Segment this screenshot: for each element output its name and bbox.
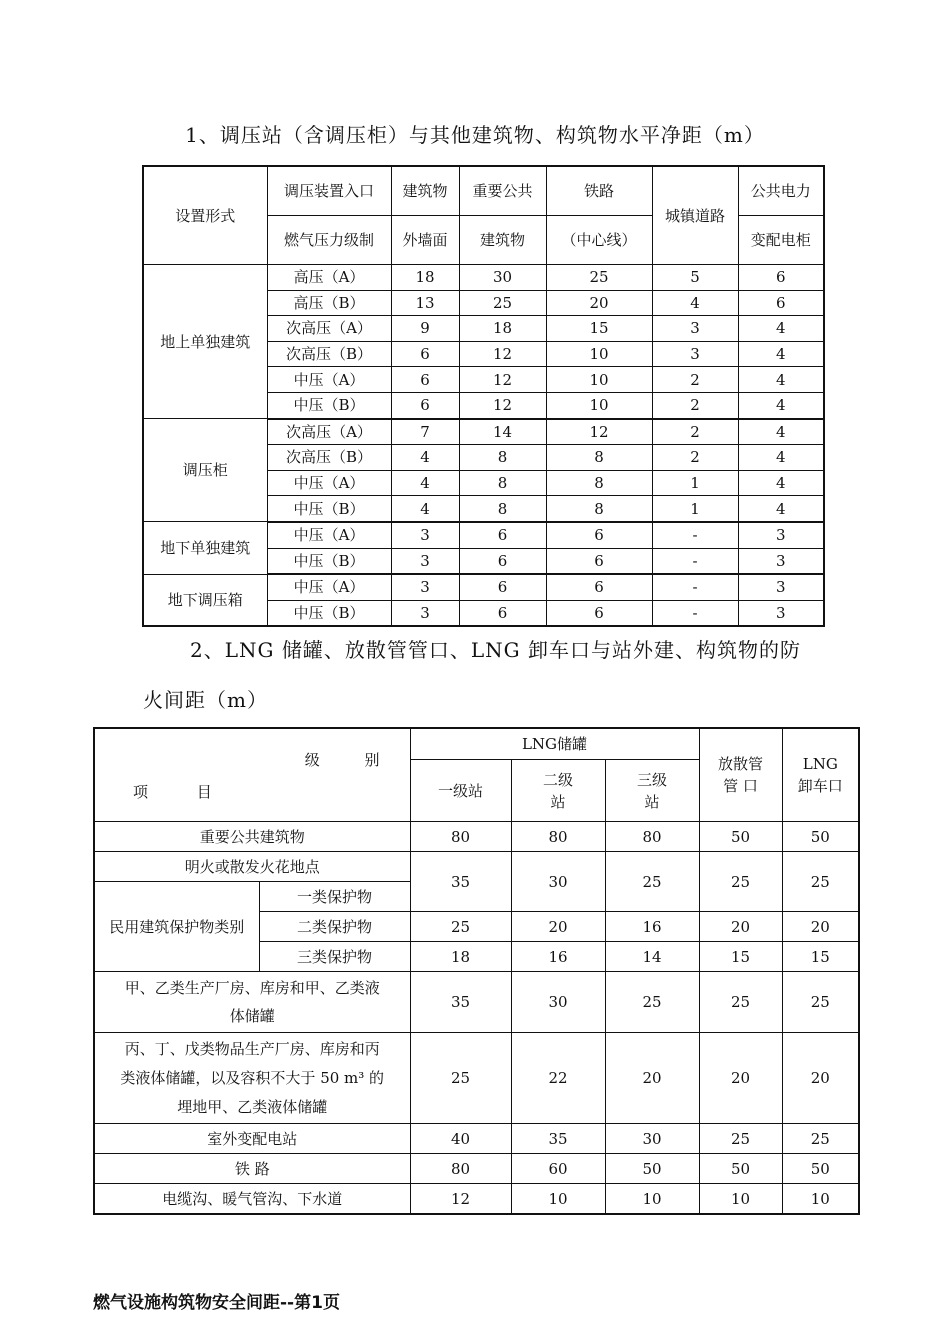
value-cell: 4: [391, 496, 459, 522]
value-cell: 25: [459, 290, 546, 316]
value-cell: 6: [391, 341, 459, 367]
group-label: 地下调压箱: [143, 574, 267, 626]
table-row: 民用建筑保护物类别 一类保护物: [94, 882, 859, 912]
value-cell: 6: [546, 522, 652, 548]
value-cell: 20: [546, 290, 652, 316]
value-cell: 6: [459, 548, 546, 574]
value-cell: 8: [546, 470, 652, 496]
value-cell: 4: [738, 316, 824, 342]
value-cell: 3: [738, 522, 824, 548]
value-cell: -: [652, 574, 738, 600]
pressure-level-cell: 次高压（A）: [267, 419, 391, 445]
value-cell: 4: [391, 470, 459, 496]
value-cell: 8: [546, 445, 652, 471]
pressure-level-cell: 次高压（A）: [267, 316, 391, 342]
value-cell: 1: [652, 470, 738, 496]
value-cell: 6: [738, 265, 824, 291]
group-label: 地上单独建筑: [143, 265, 267, 419]
header-road: 城镇道路: [652, 166, 738, 265]
value-cell: 4: [652, 290, 738, 316]
value-cell: 10: [546, 367, 652, 393]
value-cell: 3: [738, 548, 824, 574]
value-cell: 30: [459, 265, 546, 291]
pressure-level-cell: 中压（A）: [267, 522, 391, 548]
value-cell: 14: [459, 419, 546, 445]
table1-title: 1、调压站（含调压柜）与其他建筑物、构筑物水平净距（m）: [185, 123, 765, 147]
value-cell: 10: [546, 341, 652, 367]
header-vent: 放散管 管 口: [699, 728, 782, 822]
table2-title-line2: 火间距（m）: [143, 688, 268, 712]
value-cell: 13: [391, 290, 459, 316]
pressure-level-cell: 高压（A）: [267, 265, 391, 291]
value-cell: 4: [738, 419, 824, 445]
header-item: 项 目: [133, 783, 234, 801]
value-cell: 4: [738, 392, 824, 418]
value-cell: 7: [391, 419, 459, 445]
table-row: 重要公共建筑物 80 80 80 50 50: [94, 822, 859, 852]
pressure-level-cell: 中压（B）: [267, 392, 391, 418]
value-cell: 3: [738, 600, 824, 626]
value-cell: 12: [459, 341, 546, 367]
table-row: 甲、乙类生产厂房、库房和甲、乙类液 体储罐 35 30 25 25 25: [94, 972, 859, 1033]
table-row: 丙、丁、戊类物品生产厂房、库房和丙 类液体储罐，以及容积不大于 50 m³ 的 埋地甲、乙类液体储罐 25 22 20 20 20: [94, 1033, 859, 1124]
pressure-level-cell: 中压（B）: [267, 600, 391, 626]
value-cell: 6: [546, 574, 652, 600]
value-cell: 6: [391, 367, 459, 393]
value-cell: 6: [459, 574, 546, 600]
value-cell: 4: [391, 445, 459, 471]
header-lng-tank: LNG储罐: [410, 728, 699, 760]
header-pressure-level: 燃气压力级制: [267, 216, 391, 265]
value-cell: 3: [738, 574, 824, 600]
value-cell: 10: [546, 392, 652, 418]
value-cell: 8: [459, 445, 546, 471]
value-cell: 6: [459, 600, 546, 626]
group-label: 地下单独建筑: [143, 522, 267, 574]
value-cell: 8: [459, 496, 546, 522]
group-label: 调压柜: [143, 419, 267, 522]
table-row: [143, 522, 824, 548]
pressure-level-cell: 中压（A）: [267, 470, 391, 496]
value-cell: 3: [391, 600, 459, 626]
value-cell: 4: [738, 496, 824, 522]
pressure-level-cell: 中压（A）: [267, 367, 391, 393]
value-cell: -: [652, 548, 738, 574]
page-footer: 燃气设施构筑物安全间距--第1页: [93, 1293, 340, 1313]
pressure-level-cell: 次高压（B）: [267, 445, 391, 471]
header-setup-form: 设置形式: [143, 166, 267, 265]
header-level: 级 别: [304, 751, 400, 769]
value-cell: 6: [459, 522, 546, 548]
value-cell: 5: [652, 265, 738, 291]
header-power-cabinet: 变配电柜: [738, 216, 824, 265]
value-cell: 6: [391, 392, 459, 418]
value-cell: 4: [738, 341, 824, 367]
header-railway-center: （中心线）: [546, 216, 652, 265]
table-row: 铁 路 80 60 50 50 50: [94, 1154, 859, 1184]
value-cell: 8: [546, 496, 652, 522]
table-row: [143, 265, 824, 291]
value-cell: 2: [652, 367, 738, 393]
table-row: 电缆沟、暖气管沟、下水道 12 10 10 10 10: [94, 1184, 859, 1215]
value-cell: -: [652, 600, 738, 626]
header-unload: LNG 卸车口: [782, 728, 859, 822]
table-row: 二类保护物 25 20 16 20 20: [94, 912, 859, 942]
header-power: 公共电力: [738, 166, 824, 216]
header-building-wall: 外墙面: [391, 216, 459, 265]
header-railway: 铁路: [546, 166, 652, 216]
value-cell: 12: [459, 392, 546, 418]
pressure-level-cell: 次高压（B）: [267, 341, 391, 367]
header-entry: 调压装置入口: [267, 166, 391, 216]
value-cell: 2: [652, 392, 738, 418]
header-item-level: [94, 728, 410, 822]
civil-building-category: 民用建筑保护物类别: [94, 882, 259, 972]
value-cell: 1: [652, 496, 738, 522]
header-station-3: 三级 站: [605, 760, 699, 822]
value-cell: 12: [459, 367, 546, 393]
table-row: [143, 574, 824, 600]
value-cell: 18: [391, 265, 459, 291]
lng-fire-distance-table: [93, 727, 860, 1215]
value-cell: 2: [652, 445, 738, 471]
table-row: [143, 419, 824, 445]
pressure-station-distance-table: [142, 165, 825, 627]
table-row: 室外变配电站 40 35 30 25 25: [94, 1124, 859, 1154]
value-cell: 15: [546, 316, 652, 342]
header-public-building: 建筑物: [459, 216, 546, 265]
value-cell: 4: [738, 470, 824, 496]
header-public: 重要公共: [459, 166, 546, 216]
value-cell: 2: [652, 419, 738, 445]
table-row: 三类保护物 18 16 14 15 15: [94, 942, 859, 972]
pressure-level-cell: 高压（B）: [267, 290, 391, 316]
value-cell: 25: [546, 265, 652, 291]
value-cell: 3: [391, 548, 459, 574]
table1-body: [143, 265, 824, 627]
table-row: 明火或散发火花地点 35 30 25 25 25: [94, 852, 859, 882]
table2-title-line1: 2、LNG 储罐、放散管管口、LNG 卸车口与站外建、构筑物的防: [190, 638, 801, 662]
value-cell: 8: [459, 470, 546, 496]
value-cell: 12: [546, 419, 652, 445]
value-cell: 4: [738, 445, 824, 471]
value-cell: -: [652, 522, 738, 548]
pressure-level-cell: 中压（A）: [267, 574, 391, 600]
value-cell: 9: [391, 316, 459, 342]
value-cell: 6: [546, 548, 652, 574]
pressure-level-cell: 中压（B）: [267, 496, 391, 522]
value-cell: 6: [738, 290, 824, 316]
value-cell: 18: [459, 316, 546, 342]
value-cell: 3: [652, 316, 738, 342]
pressure-level-cell: 中压（B）: [267, 548, 391, 574]
value-cell: 6: [546, 600, 652, 626]
value-cell: 3: [391, 522, 459, 548]
header-station-1: 一级站: [410, 760, 511, 822]
header-station-2: 二级 站: [511, 760, 605, 822]
value-cell: 3: [652, 341, 738, 367]
value-cell: 3: [391, 574, 459, 600]
header-building: 建筑物: [391, 166, 459, 216]
value-cell: 4: [738, 367, 824, 393]
